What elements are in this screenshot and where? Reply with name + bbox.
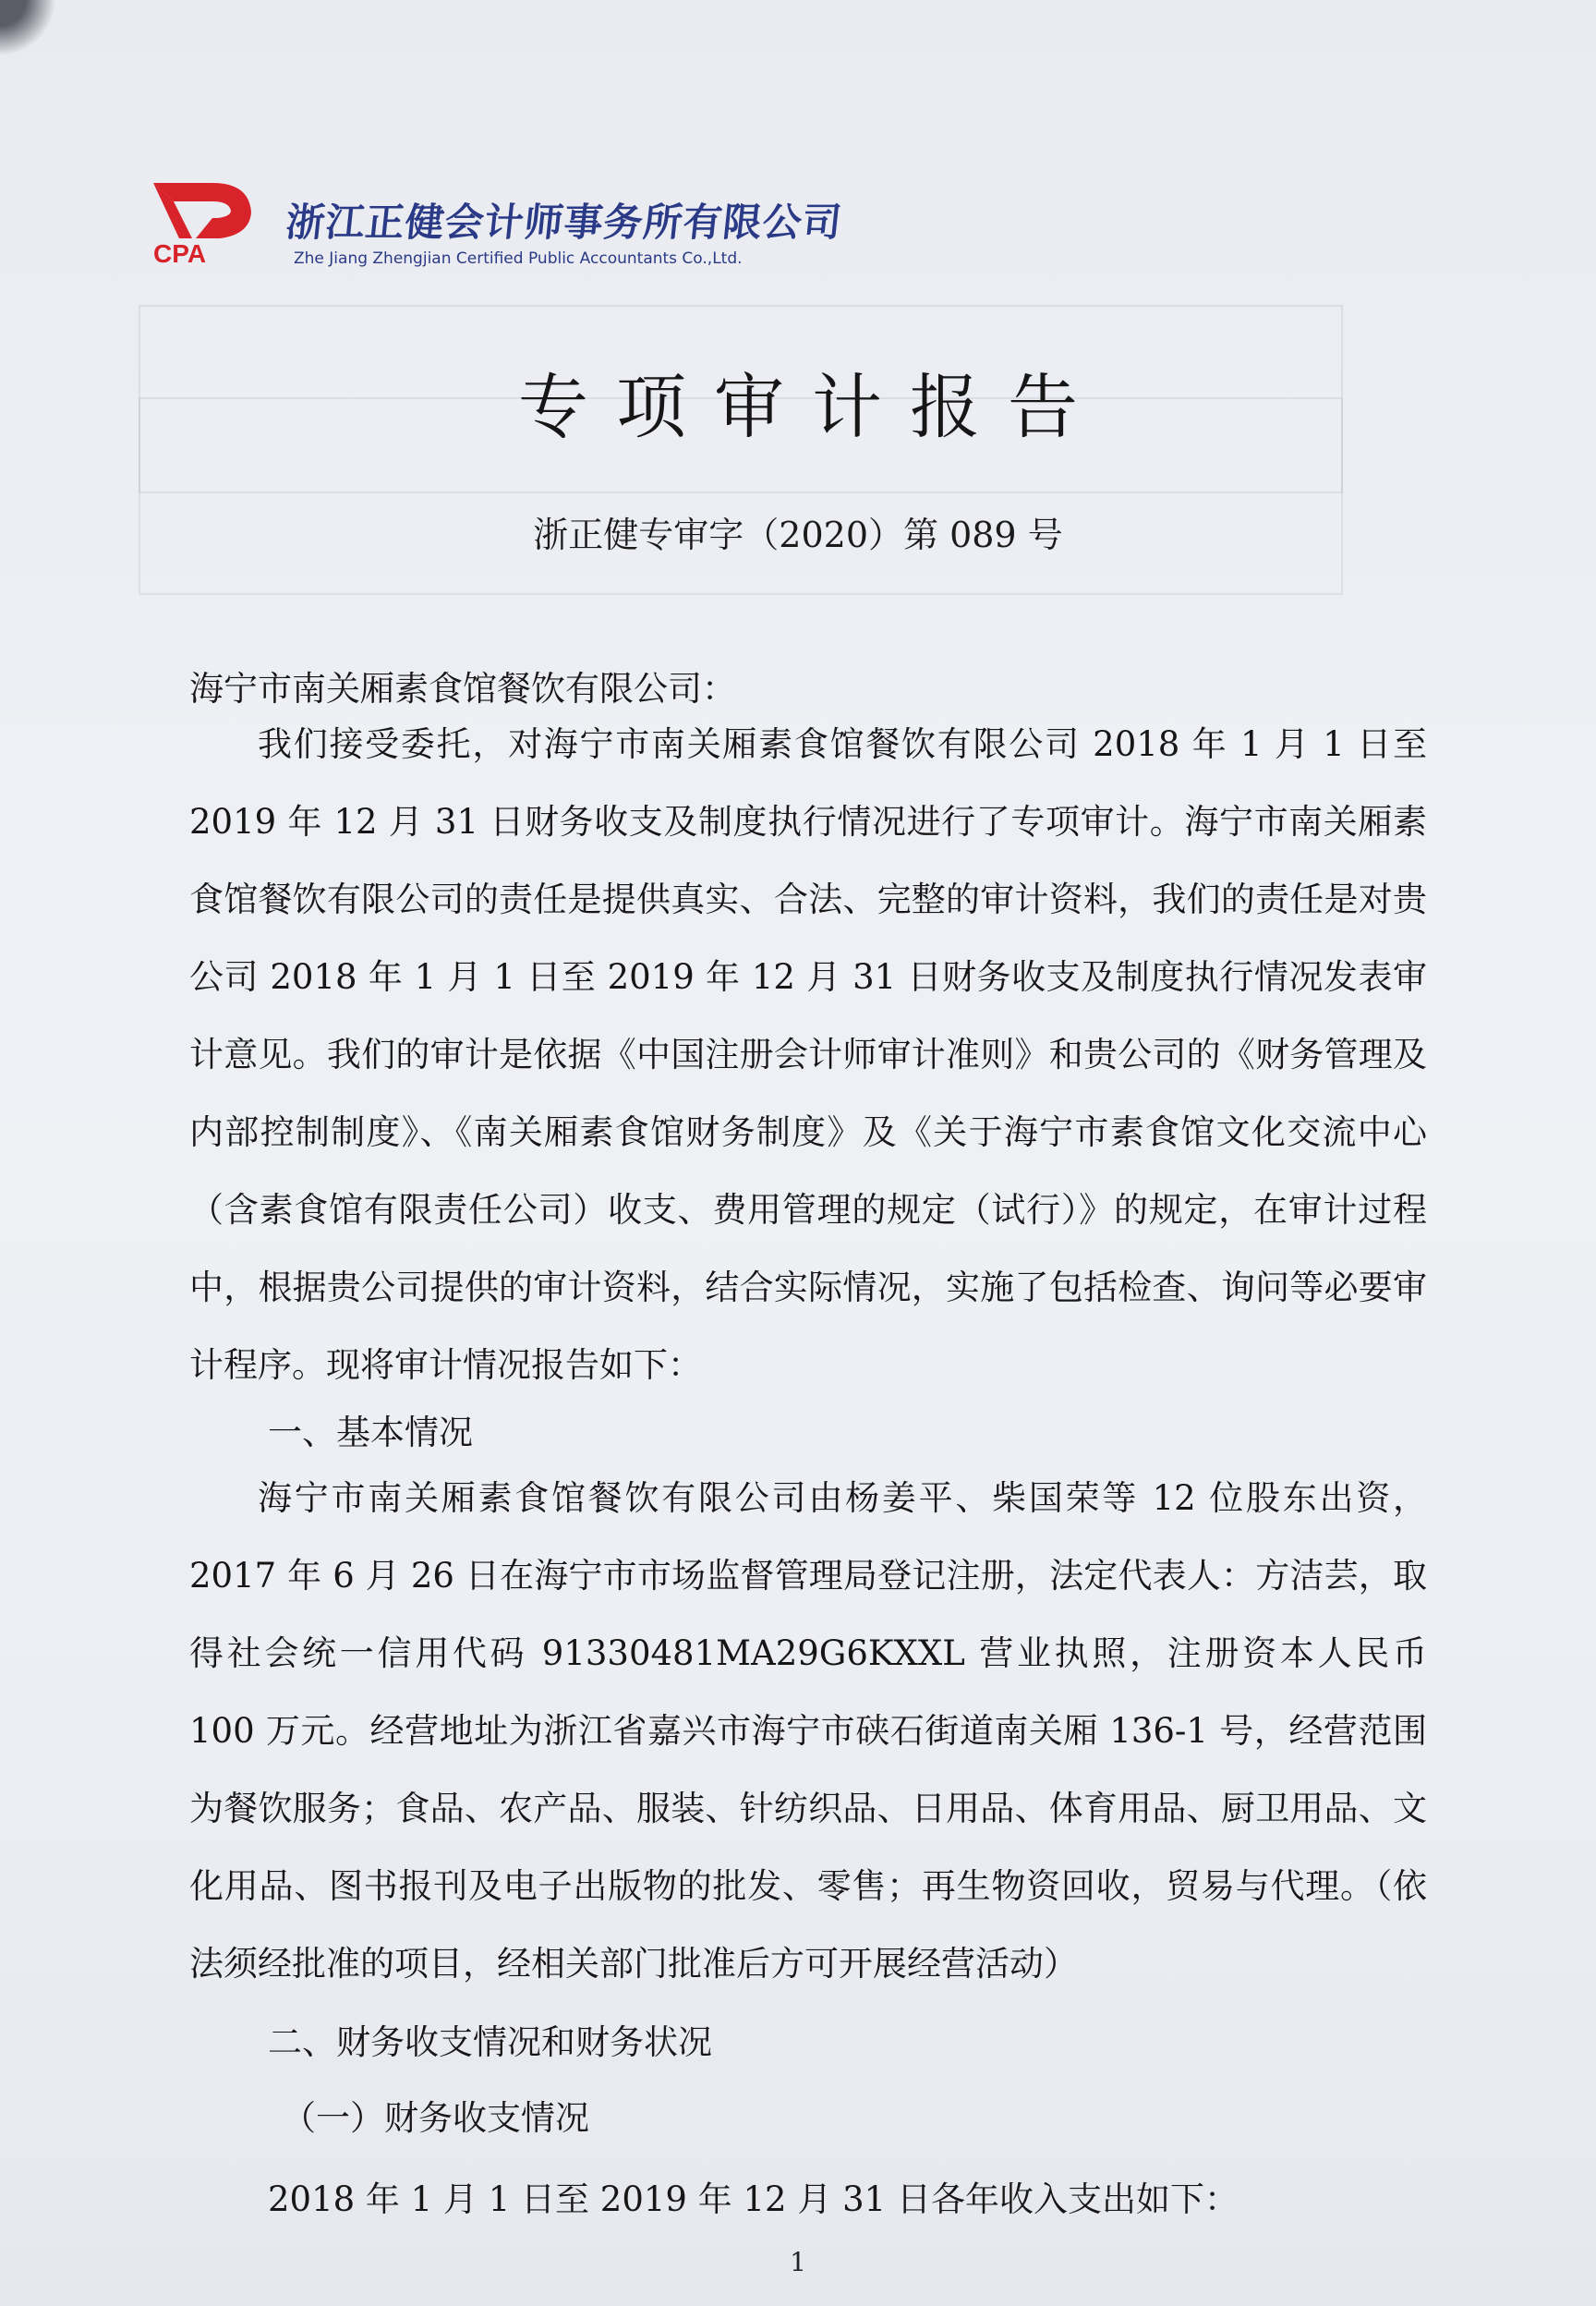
section-heading-basic-info: 一、基本情况 (268, 1413, 473, 1452)
firm-name-en: Zhe Jiang Zhengjian Certified Public Accountants Co.,Ltd. (294, 249, 743, 268)
firm-name-cn: 浙江正健会计师事务所有限公司 (284, 200, 845, 245)
document-number: 浙正健专审字（2020）第 089 号 (533, 515, 1063, 555)
page-number: 1 (790, 2247, 806, 2277)
addressee: 海宁市南关厢素食馆餐饮有限公司： (189, 669, 736, 709)
page-corner-shadow (0, 0, 55, 55)
subsection-heading-income-expense: （一）财务收支情况 (282, 2098, 589, 2138)
report-title: 专项审计报告 (518, 366, 1106, 448)
section-heading-finance: 二、财务收支情况和财务状况 (268, 2022, 712, 2062)
income-expense-intro: 2018 年 1 月 1 日至 2019 年 12 月 31 日各年收入支出如下： (268, 2179, 1239, 2219)
basic-info-paragraph: 海宁市南关厢素食馆餐饮有限公司由杨姜平、柴国荣等 12 位股东出资，2017 年 6 月 26 日在海宁市市场监督管理局登记注册，法定代表人：方洁芸，取得社会统一信用代码 91330481MA29G6KXXL 营业执照，注册资本人民币 100 万元。经营地址为浙江省嘉兴市海宁市硖石街道南关厢 136-1 号，经营范围为餐饮服务；食品、农产品、服装、针纺织品、日用品、体育用品、厨卫用品、文化用品、图书报刊及电子出版物的批发、零售；再生物资回收，贸易与代理。（依法须经批准的项目，经相关部门批准后方可开展经营活动） (189, 1478, 1427, 1984)
cpa-logo-icon (148, 177, 259, 266)
logo-text: CPA (153, 239, 207, 266)
intro-paragraph: 我们接受委托，对海宁市南关厢素食馆餐饮有限公司 2018 年 1 月 1 日至 2019 年 12 月 31 日财务收支及制度执行情况进行了专项审计。海宁市南关厢素食馆餐饮有限公司的责任是提供真实、合法、完整的审计资料，我们的责任是对贵公司 2018 年 1 月 1 日至 2019 年 12 月 31 日财务收支及制度执行情况发表审计意见。我们的审计是依据《中国注册会计师审计准则》和贵公司的《财务管理及内部控制制度》、《南关厢素食馆财务制度》及《关于海宁市素食馆文化交流中心（含素食馆有限责任公司）收支、费用管理的规定（试行）》的规定，在审计过程中，根据贵公司提供的审计资料，结合实际情况，实施了包括检查、询问等必要审计程序。现将审计情况报告如下： (189, 724, 1427, 1385)
